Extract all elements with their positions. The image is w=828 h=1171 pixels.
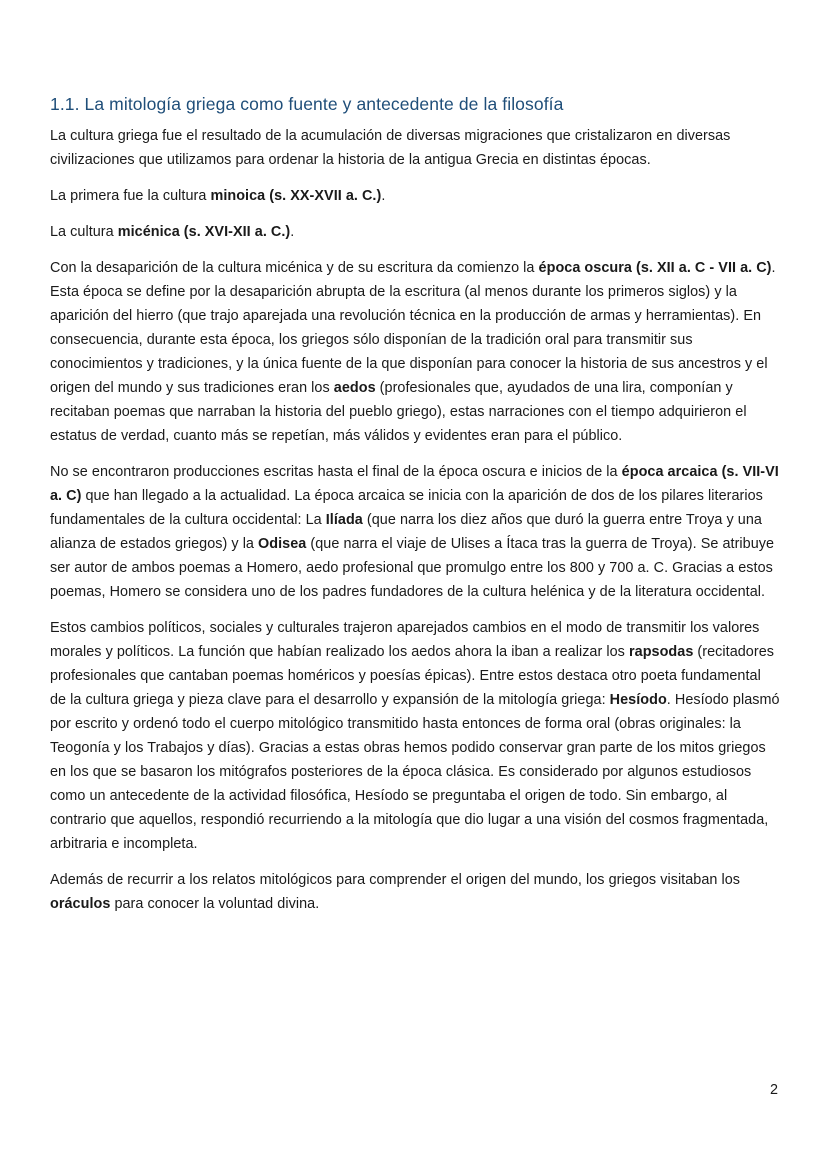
text-run: . [290, 224, 295, 240]
bold-term-oraculos: oráculos [50, 896, 111, 912]
text-run: para conocer la voluntad divina. [110, 896, 320, 912]
paragraph-epoca-oscura [50, 256, 780, 448]
text-run: No se encontraron producciones escritas hasta el final de la época oscura e inicios de la [50, 464, 622, 480]
text-run: que han llegado a la actualidad. La época arcaica se inicia con la aparición de dos de los pilares literarios fundamentales de la cultura occidental: La [50, 488, 763, 528]
paragraph-minoica [50, 184, 780, 208]
text-run: . Hesíodo plasmó por escrito y ordenó todo el cuerpo mitológico transmitido hasta entonces de forma oral (obras originales: la Teogonía y los Trabajos y días). Gracias a estas obras hemos podido conservar gran parte de los mitos griegos en los que se basaron los mitógrafos posteriores de la época clásica. Es considerado por algunos estudiosos como un antecedente de la actividad filosófica, Hesíodo se preguntaba el origen de todo. Sin embargo, al contrario que aquellos, respondió recurriendo a la mitología que dio lugar a una visión del cosmos fragmentada, arbitraria e incompleta. [50, 692, 780, 852]
text-run: (profesionales que, ayudados de una lira, componían y recitaban poemas que narraban la historia del pueblo griego), estas narraciones con el tiempo adquirieron el estatus de verdad, cuanto más se repetían, más válidos y evidentes eran para el público. [50, 380, 747, 444]
text-run: La cultura griega fue el resultado de la acumulación de diversas migraciones que cristalizaron en diversas civilizaciones que utilizamos para ordenar la historia de la antigua Grecia en distintas épocas. [50, 128, 731, 168]
text-run: . Esta época se define por la desaparición abrupta de la escritura (al menos durante los primeros siglos) y la aparición del hierro (que trajo aparejada una revolución técnica en la producción de armas y herramientas). En consecuencia, durante esta época, los griegos sólo disponían de la tradición oral para transmitir sus conocimientos y tradiciones, y la única fuente de la que disponían para conocer la historia de sus ancestros y el origen del mundo y sus tradiciones eran los [50, 260, 776, 396]
text-run: (que narra los diez años que duró la guerra entre Troya y una alianza de estados griegos) y la [50, 512, 762, 552]
bold-term-odisea: Odisea [258, 536, 307, 552]
bold-term-epoca-arcaica: época arcaica (s. VII-VI a. C) [50, 464, 779, 504]
text-run: La cultura [50, 224, 118, 240]
bold-term-hesiodo: Hesíodo [609, 692, 667, 708]
bold-term-epoca-oscura: época oscura (s. XII a. C - VII a. C) [538, 260, 772, 276]
section-title: 1.1. La mitología griega como fuente y antecedente de la filosofía [50, 94, 564, 114]
text-run: . [381, 188, 386, 204]
paragraph-intro [50, 124, 780, 172]
page-content [50, 92, 780, 928]
text-run: Con la desaparición de la cultura micénica y de su escritura da comienzo la [50, 260, 539, 276]
bold-term-micenica: micénica (s. XVI-XII a. C.) [117, 224, 291, 240]
bold-term-rapsodas: rapsodas [628, 644, 694, 660]
paragraph-rapsodas-hesiodo [50, 616, 780, 856]
text-run: Además de recurrir a los relatos mitológicos para comprender el origen del mundo, los griegos visitaban los [50, 872, 741, 888]
bold-term-iliada: Ilíada [325, 512, 363, 528]
text-run: (que narra el viaje de Ulises a Ítaca tras la guerra de Troya). Se atribuye ser autor de ambos poemas a Homero, aedo profesional que promulgo entre los 800 y 700 a. C. Gracias a estos poemas, Homero se considera uno de los padres fundadores de la cultura helénica y de la literatura occidental. [50, 536, 775, 600]
text-run: (recitadores profesionales que cantaban poemas homéricos y poesías épicas). Entre estos destaca otro poeta fundamental de la cultura griega y pieza clave para el desarrollo y expansión de la mitología griega: [50, 644, 775, 708]
text-run: La primera fue la cultura [50, 188, 211, 204]
paragraph-oraculos [50, 868, 780, 916]
paragraph-micenica [50, 220, 780, 244]
bold-term-minoica: minoica (s. XX-XVII a. C.) [210, 188, 382, 204]
text-run: Estos cambios políticos, sociales y culturales trajeron aparejados cambios en el modo de transmitir los valores morales y políticos. La función que habían realizado los aedos ahora la iban a realizar los [50, 620, 760, 660]
bold-term-aedos: aedos [333, 380, 376, 396]
page-number: 2 [769, 1082, 778, 1098]
paragraph-epoca-arcaica [50, 460, 780, 604]
